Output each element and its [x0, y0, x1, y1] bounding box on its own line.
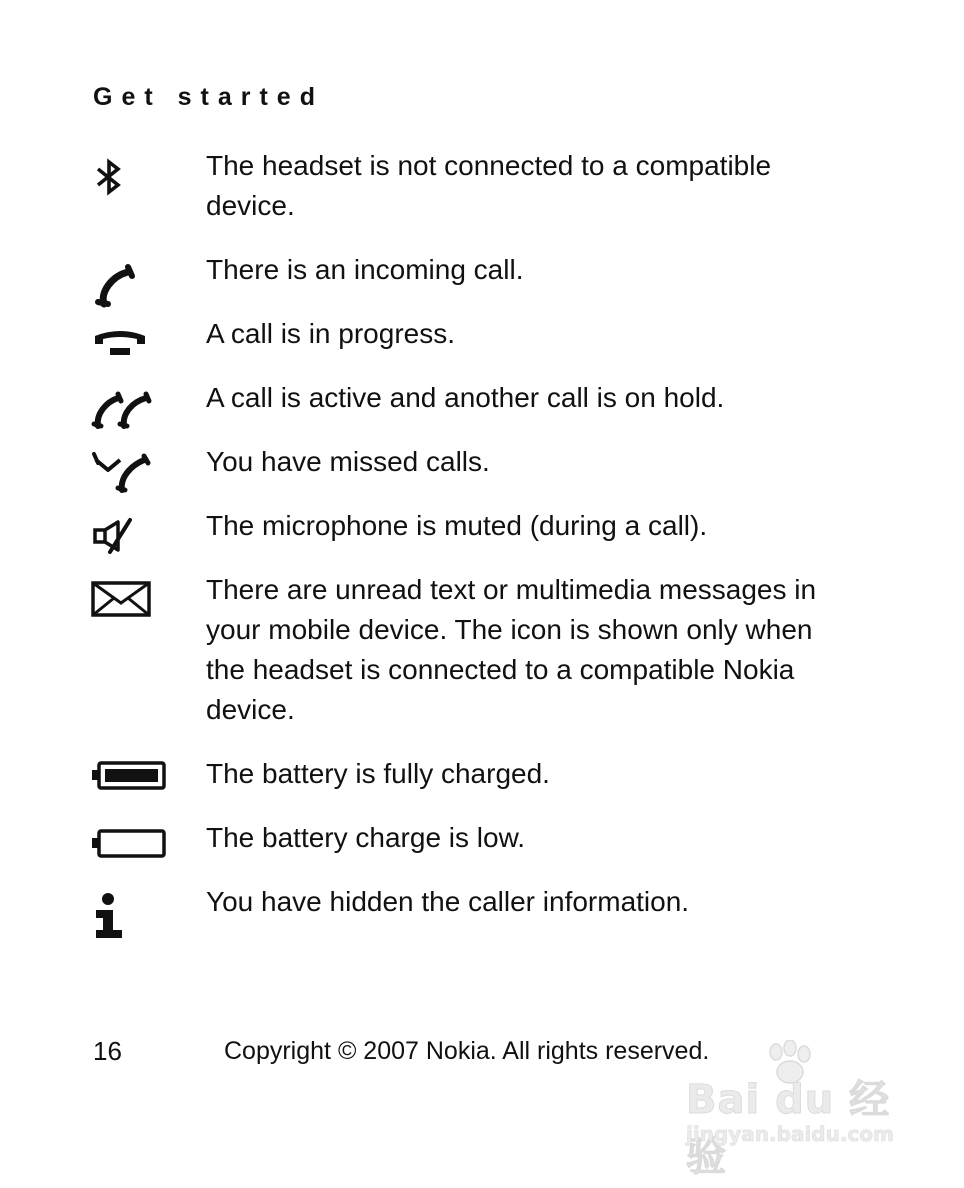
indicator-description: A call is active and another call is on hold. [206, 382, 725, 413]
battery-low-icon [90, 828, 170, 898]
indicator-description: A call is in progress. [206, 318, 455, 349]
indicator-description: The battery charge is low. [206, 822, 526, 853]
watermark-url: jingyan.baidu.com [686, 1122, 894, 1146]
indicator-description: The battery is fully charged. [206, 758, 550, 789]
microphone-muted-icon [90, 516, 170, 586]
call-in-progress-icon [90, 324, 170, 394]
watermark-brand: Bai du 经验 [686, 1077, 891, 1180]
call-on-hold-icon [90, 388, 170, 458]
indicator-description: You have missed calls. [206, 446, 490, 477]
incoming-call-icon [90, 262, 170, 332]
missed-call-icon [90, 450, 170, 520]
page-number: 16 [93, 1036, 122, 1066]
info-icon [90, 892, 170, 962]
section-title: Get started [93, 83, 324, 111]
watermark [686, 1040, 916, 1180]
indicator-description: There is an incoming call. [206, 254, 524, 285]
envelope-icon [90, 580, 170, 650]
battery-full-icon [90, 760, 170, 830]
indicator-description: The microphone is muted (during a call). [206, 510, 708, 541]
indicator-description: You have hidden the caller information. [206, 886, 690, 917]
indicator-description: The headset is not connected to a compatible device. [206, 150, 772, 221]
indicator-description: There are unread text or multimedia messages in your mobile device. The icon is shown only when the headset is connected to a compatible Nokia device. [206, 574, 817, 725]
bluetooth-icon [90, 158, 170, 228]
copyright-notice: Copyright © 2007 Nokia. All rights reserved. [224, 1037, 710, 1065]
